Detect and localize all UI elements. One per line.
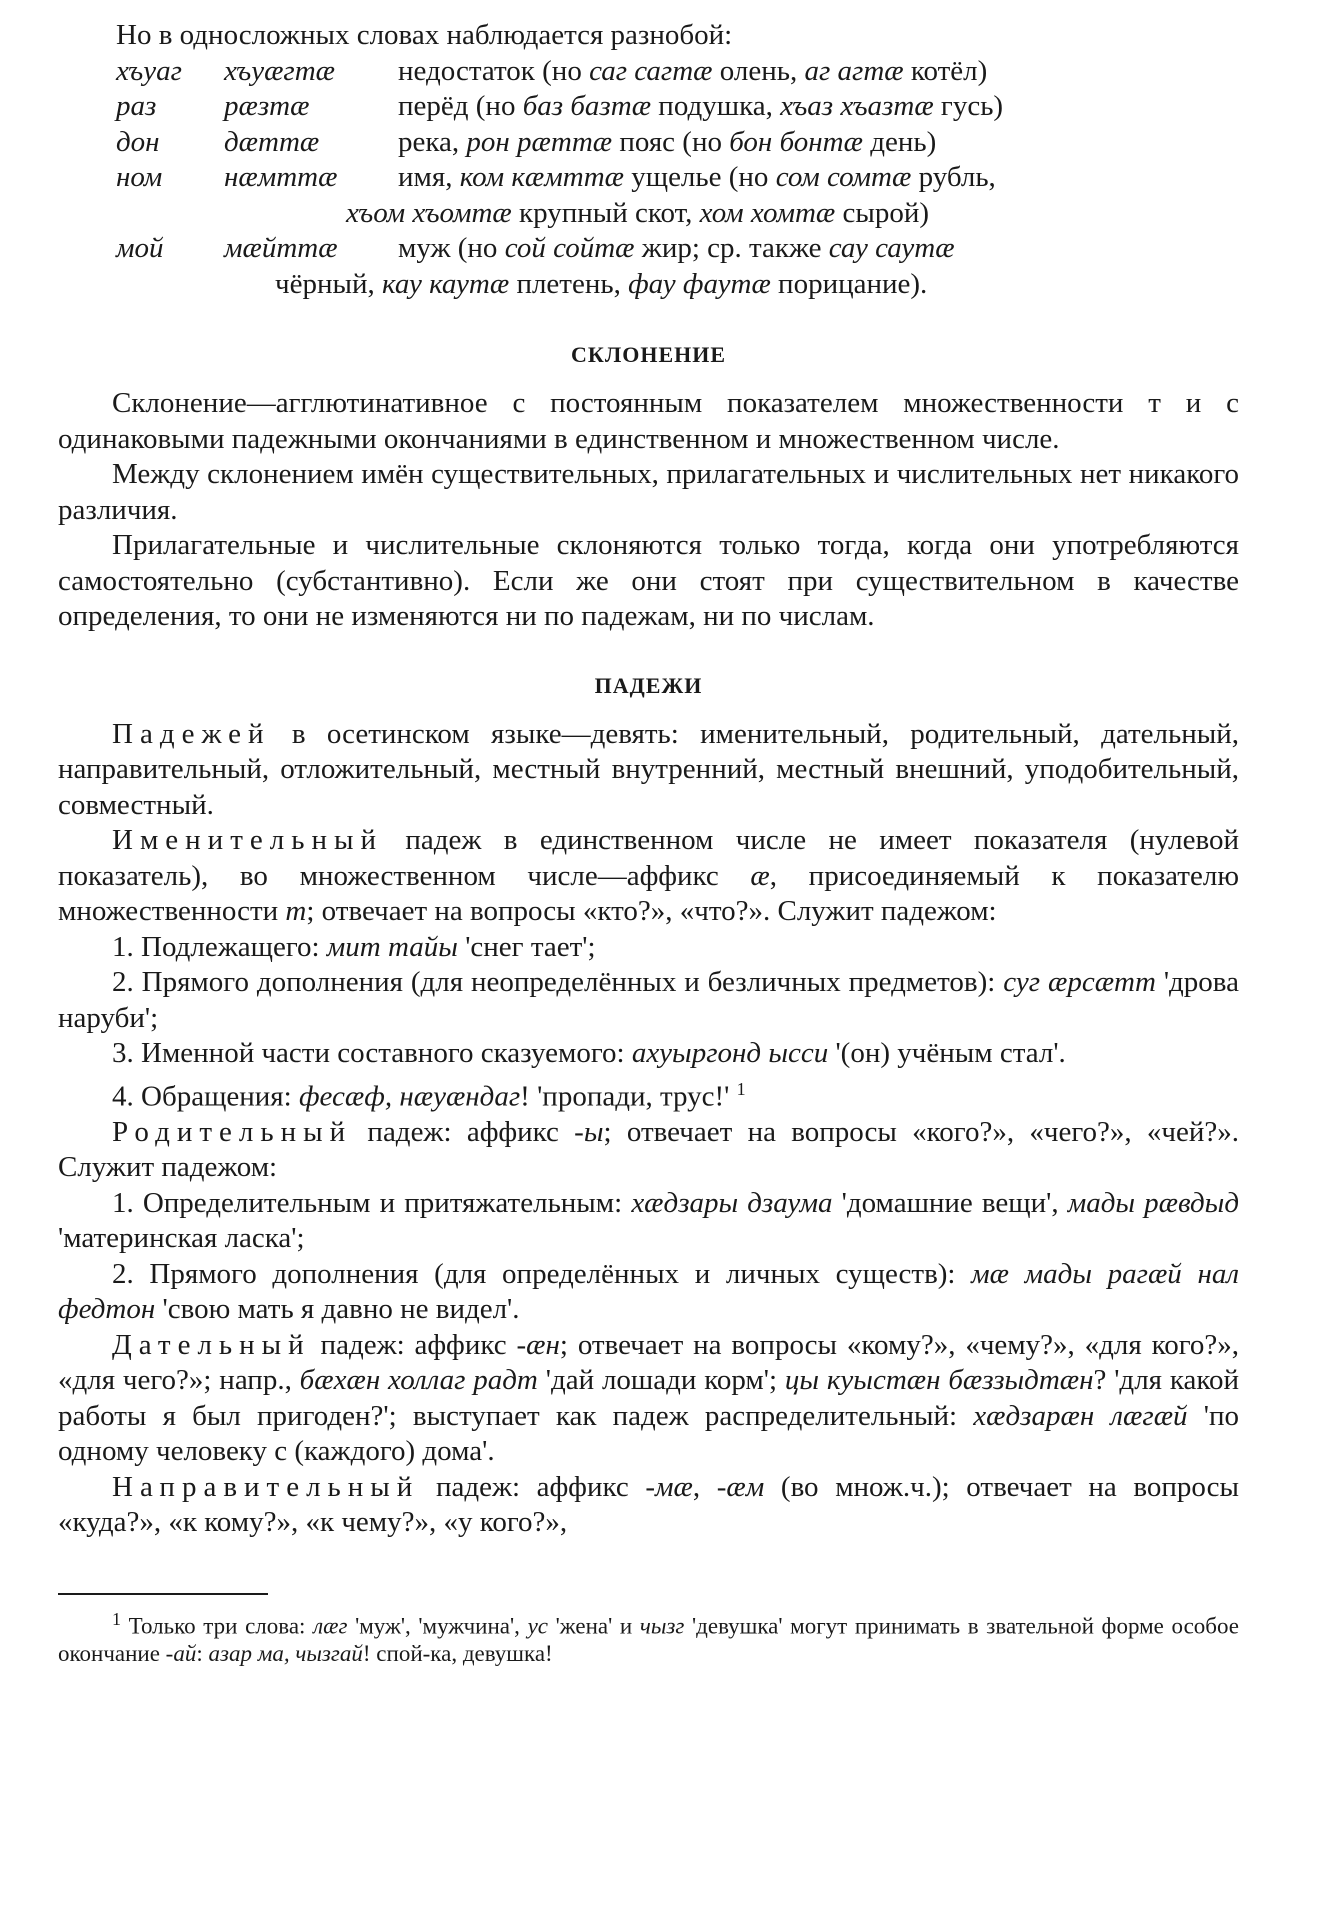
text: падеж: аффикс [310, 1328, 517, 1361]
text: 'по одному человеку с (каждого) дома'. [58, 1399, 1239, 1468]
text: 'домашние вещи', [832, 1186, 1068, 1219]
text-italic: рон рæттæ [466, 125, 613, 158]
list-item [58, 1257, 1239, 1328]
text: муж (но [398, 232, 505, 264]
text-italic: кау каутæ [381, 267, 510, 300]
paragraph-directional [58, 1470, 1239, 1541]
example-singular: раз [116, 90, 157, 122]
text-italic: сой сойтæ [504, 232, 635, 264]
example-row [58, 54, 1239, 90]
text-italic: мады рæвдыд [1067, 1186, 1239, 1219]
text-italic: -ай [165, 1641, 197, 1667]
list-item [58, 1186, 1239, 1257]
list-item [58, 1072, 1239, 1115]
text-italic: хъом хъомтæ [346, 196, 512, 229]
text-italic: аг агтæ [804, 54, 904, 87]
example-row [58, 160, 1239, 196]
example-plural: хъуæгтæ [224, 54, 336, 87]
text-italic: мæ мады рагæй нал федтон [58, 1257, 1239, 1326]
example-plural: мæйттæ [224, 232, 338, 264]
text-italic: азар ма, чызгай [208, 1641, 363, 1667]
spaced-term: Именительный [112, 824, 383, 856]
text: ! спой-ка, девушка! [362, 1641, 553, 1667]
text: ; отвечает на вопросы «кого?», «чего?», «чей?». Служит падежом: [58, 1115, 1240, 1184]
text: падеж: аффикс [419, 1470, 646, 1503]
paragraph-genitive [58, 1115, 1239, 1186]
footnote-divider [58, 1593, 268, 1595]
text-italic: бæхæн холлаг радт [299, 1364, 538, 1397]
text: 'свою мать я давно не видел'. [155, 1293, 520, 1326]
text: ? 'для какой работы я был пригоден?'; выступает как падеж распределительный: [58, 1364, 1240, 1432]
example-singular: дон [116, 125, 160, 158]
text-italic: бон бонтæ [729, 125, 863, 158]
text: котёл) [903, 54, 988, 87]
text: 1. Определительным и притяжательным: [112, 1186, 632, 1219]
spaced-term: Родительный [112, 1115, 353, 1148]
text-italic: ком кæмттæ [459, 161, 624, 193]
text: перёд (но [398, 90, 523, 122]
text: ущелье (но [623, 161, 776, 193]
intro-text: Но в односложных словах наблюдается разнобой: [116, 19, 733, 51]
text-italic: лæг [313, 1613, 348, 1639]
text-italic: хом хомтæ [699, 196, 836, 229]
text: день) [862, 125, 937, 158]
spaced-term: Направительный [112, 1470, 420, 1503]
text: подушка, [651, 90, 781, 122]
text: пояс (но [612, 125, 730, 158]
text: плетень, [509, 267, 629, 300]
text: олень, [712, 54, 805, 87]
text: 'муж', 'мужчина', [347, 1613, 528, 1639]
text: 'девушка' могут принимать в звательной форме особое окончание [58, 1613, 1240, 1667]
text-italic: хæдзарæн лæгæй [973, 1399, 1188, 1432]
text-italic: хъаз хъазтæ [780, 90, 934, 122]
spaced-term: Дательный [112, 1328, 311, 1361]
text: река, [398, 125, 467, 158]
text-italic: фесæф, нæуæндаг [298, 1080, 521, 1113]
list-item [58, 965, 1239, 1036]
text-italic: суг æрсæтт [1003, 966, 1156, 998]
text: 2. Прямого дополнения (для определённых и личных существ): [112, 1257, 972, 1290]
example-singular: мой [116, 232, 164, 264]
paragraph-dative [58, 1328, 1239, 1470]
paragraph-cases-count [58, 717, 1239, 824]
paragraph: Склонение—агглютинативное с постоянным показателем множественности т и с одинаковыми падежными окончаниями в единственном и множественном числе. [58, 387, 1239, 455]
text: падеж: аффикс [352, 1115, 575, 1148]
text-italic: -мæ [645, 1470, 693, 1503]
list-item [58, 930, 1239, 966]
text: '(он) учёным стал'. [828, 1037, 1066, 1069]
text: , присоединяемый к показателю множественности [58, 859, 1239, 927]
text: 3. Именной части составного сказуемого: [112, 1037, 632, 1069]
text-italic: æ [750, 859, 770, 892]
text: 4. Обращения: [112, 1080, 299, 1113]
text-italic: саг сагтæ [589, 54, 713, 87]
text-italic: баз базтæ [522, 90, 652, 122]
text: рубль, [911, 161, 996, 193]
text-italic: -æн [516, 1328, 560, 1361]
text: ! 'пропади, трус!' [520, 1080, 737, 1113]
text: падеж в единственном числе не имеет показателя (нулевой показатель), во множественном числе—аффикс [58, 824, 1239, 892]
example-gloss [346, 197, 929, 229]
text: 'жена' и [547, 1613, 640, 1639]
spaced-term: Падежей [112, 717, 271, 750]
text-italic: -æм [716, 1470, 765, 1503]
text: 1. Подлежащего: [112, 930, 327, 963]
text-italic: сом сомтæ [775, 161, 912, 193]
example-continuation [58, 267, 1239, 303]
text: (во множ.ч.); отвечает на вопросы «куда?», «к кому?», «к чему?», «у кого?», [58, 1470, 1240, 1539]
example-gloss [398, 231, 955, 267]
example-gloss [398, 54, 987, 90]
footnote [58, 1605, 1239, 1669]
text: сырой) [835, 196, 930, 229]
text-italic: чызг [639, 1613, 685, 1639]
text: гусь) [933, 90, 1004, 122]
text-italic: сау саутæ [828, 232, 955, 264]
text-italic: мит тайы [326, 930, 458, 963]
example-gloss [398, 89, 1003, 125]
text: недостаток (но [398, 54, 590, 87]
text: 'снег тает'; [457, 930, 596, 963]
example-plural: рæзтæ [224, 90, 310, 122]
text-italic: -ы [574, 1115, 604, 1148]
example-singular: ном [116, 161, 163, 193]
example-gloss [275, 268, 927, 300]
example-singular: хъуаг [116, 54, 182, 87]
example-plural: нæмттæ [224, 161, 338, 193]
example-continuation [58, 196, 1239, 232]
text: имя, [398, 161, 460, 193]
paragraph: Прилагательные и числительные склоняются только тогда, когда они употребляются самостоятельно (субстантивно). Если же они стоят при существительном в качестве определения, то они не изменяются ни по падежам, ни по числам. [58, 529, 1239, 632]
text-italic: фау фаутæ [628, 267, 771, 300]
section-heading-cases: ПАДЕЖИ [594, 672, 703, 698]
text: 'материнская ласка'; [58, 1222, 305, 1255]
text-italic: цы куыстæн бæззыдтæн [784, 1364, 1094, 1397]
example-gloss [398, 125, 936, 161]
text: ; отвечает на вопросы «кому?», «чему?», «для кого?», «для чего?»; напр., [58, 1328, 1240, 1397]
examples-block [58, 54, 1239, 303]
text: 'дрова наруби'; [58, 966, 1239, 1034]
text: чёрный, [275, 267, 382, 300]
text: 2. Прямого дополнения (для неопределённых и безличных предметов): [112, 966, 1004, 998]
text: , [692, 1470, 717, 1503]
text: Только три слова: [121, 1613, 314, 1639]
list-item [58, 1036, 1239, 1072]
text: ; отвечает на вопросы «кто?», «что?». Служит падежом: [306, 895, 997, 927]
text: : [196, 1641, 209, 1667]
paragraph-nominative [58, 823, 1239, 930]
example-row [58, 231, 1239, 267]
text: порицание). [770, 267, 928, 300]
text: крупный скот, [511, 196, 700, 229]
text-italic: ахуыргонд ысси [631, 1037, 829, 1069]
text: в осетинском языке—девять: именительный, родительный, дательный, направительный, отложительный, местный внутренний, местный внешний, уподобительный, совместный. [58, 717, 1239, 821]
example-row [58, 89, 1239, 125]
footnote-ref[interactable]: 1 [736, 1078, 746, 1099]
text-italic: ус [527, 1613, 548, 1639]
text-italic: хæдзары дзаума [631, 1186, 833, 1219]
paragraph: Между склонением имён существительных, прилагательных и числительных нет никакого различия. [58, 458, 1239, 526]
text-italic: т [285, 895, 307, 927]
example-plural: дæттæ [224, 125, 320, 158]
section-heading-declension: СКЛОНЕНИЕ [570, 342, 727, 367]
text: 'дай лошади корм'; [537, 1364, 785, 1397]
footnote-number: 1 [112, 1608, 121, 1629]
example-gloss [398, 160, 996, 196]
text: жир; ср. также [634, 232, 829, 264]
example-row [58, 125, 1239, 161]
